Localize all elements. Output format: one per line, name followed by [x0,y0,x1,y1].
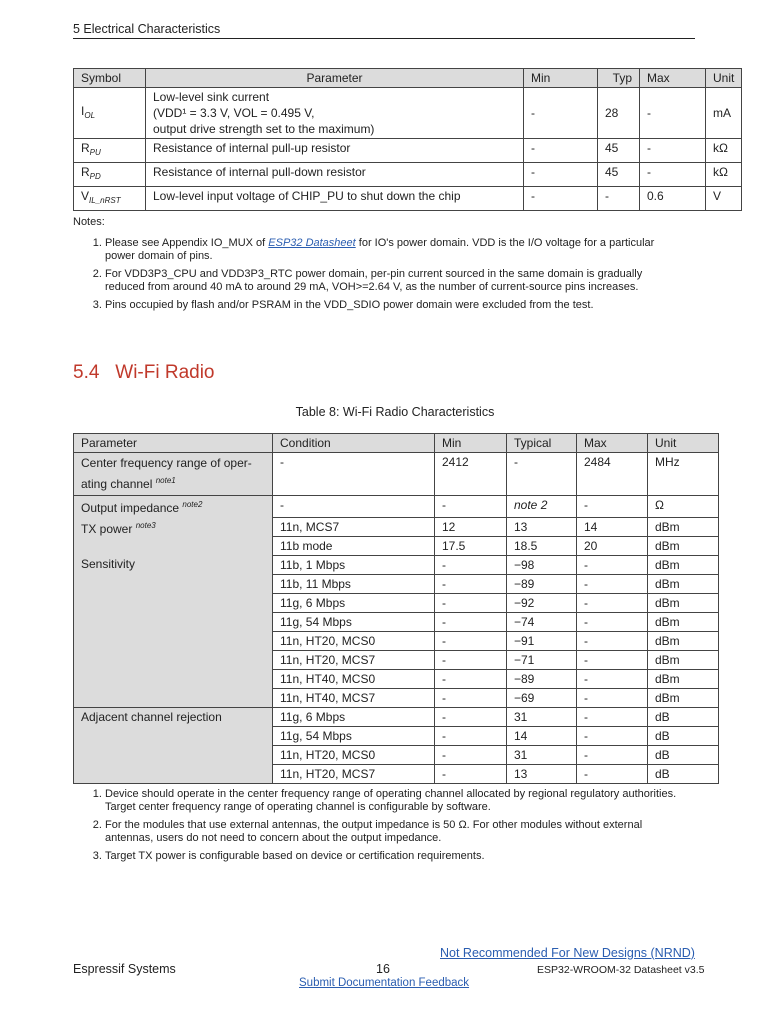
table-row [74,496,719,518]
unit-cell: dBm [648,631,719,650]
param-cell: Adjacent channel rejection [74,707,273,783]
notes-list [73,237,683,312]
typical-cell: 18.5 [507,536,577,555]
condition-cell: 11g, 54 Mbps [273,612,435,631]
max-cell: - [577,650,648,669]
table-notes-block [73,788,683,868]
col-unit: Unit [648,434,719,453]
typical-cell: - [507,453,577,496]
table-row [74,163,742,187]
max-cell: 2484 [577,453,648,496]
col-parameter: Parameter [146,69,524,88]
unit-cell: kΩ [706,139,742,163]
typical-cell: −91 [507,631,577,650]
col-parameter: Parameter [74,434,273,453]
param-cell: TX power $^{note3}$ [74,517,273,555]
unit-cell: dB [648,764,719,783]
unit-cell: dB [648,707,719,726]
io-characteristics-table [73,68,742,211]
col-condition: Condition [273,434,435,453]
parameter-cell: Low-level input voltage of CHIP_PU to shut down the chip [146,187,524,211]
max-cell: - [577,496,648,518]
unit-cell: dBm [648,593,719,612]
unit-cell: dBm [648,555,719,574]
footer-company: Espressif Systems [73,962,176,976]
unit-cell: kΩ [706,163,742,187]
col-symbol: Symbol [74,69,146,88]
symbol-cell: $R_{PU}$ [74,139,146,163]
unit-cell: V [706,187,742,211]
condition-cell: 11n, MCS7 [273,517,435,536]
typical-cell: −74 [507,612,577,631]
condition-cell: - [273,496,435,518]
unit-cell: dBm [648,517,719,536]
unit-cell: dB [648,726,719,745]
max-cell: - [577,612,648,631]
symbol-cell: $V_{IL\_nRST}$ [74,187,146,211]
note-item: 1. Please see Appendix IO_MUX of ESP32 Datasheet for IO's power domain. VDD is the I/O voltage for a particular power domain of pins. [105,237,683,263]
condition-cell: 11n, HT20, MCS7 [273,650,435,669]
min-cell: - [435,631,507,650]
unit-cell: dBm [648,669,719,688]
max-cell: 14 [577,517,648,536]
unit-cell: mA [706,88,742,139]
typ-cell: - [598,187,640,211]
col-min: Min [435,434,507,453]
min-cell: - [435,574,507,593]
unit-cell: dB [648,745,719,764]
typical-cell: note 2 [507,496,577,518]
max-cell: - [577,631,648,650]
max-cell: - [577,745,648,764]
unit-cell: dBm [648,688,719,707]
section-heading: 5.4 Wi-Fi Radio [73,362,215,383]
typical-cell: 31 [507,707,577,726]
unit-cell: dBm [648,536,719,555]
condition-cell: 11n, HT40, MCS7 [273,688,435,707]
condition-cell: 11b mode [273,536,435,555]
wifi-radio-table [73,433,719,784]
typical-cell: 31 [507,745,577,764]
min-cell: - [435,688,507,707]
max-cell: - [577,707,648,726]
notes-block [73,216,683,317]
min-cell: 17.5 [435,536,507,555]
condition-cell: 11n, HT20, MCS7 [273,764,435,783]
min-cell: - [435,612,507,631]
typ-cell: 45 [598,139,640,163]
col-min: Min [524,69,598,88]
condition-cell: 11n, HT40, MCS0 [273,669,435,688]
table-header-row [74,434,719,453]
param-cell: Center frequency range of oper- ating channel $^{note1}$ [74,453,273,496]
note-item: 3. Pins occupied by flash and/or PSRAM in the VDD_SDIO power domain were excluded from the test. [105,299,683,312]
min-cell: - [524,139,598,163]
table-row [74,453,719,496]
typical-cell: 13 [507,517,577,536]
esp32-datasheet-link[interactable]: ESP32 Datasheet [268,237,356,249]
condition-cell: 11b, 1 Mbps [273,555,435,574]
typical-cell: 14 [507,726,577,745]
max-cell: 20 [577,536,648,555]
param-cell: Sensitivity [74,555,273,707]
min-cell: - [435,669,507,688]
unit-cell: dBm [648,612,719,631]
min-cell: - [435,555,507,574]
min-cell: 12 [435,517,507,536]
parameter-cell: Resistance of internal pull-down resistor [146,163,524,187]
max-cell: - [640,88,706,139]
min-cell: - [435,726,507,745]
max-cell: - [640,139,706,163]
col-max: Max [640,69,706,88]
condition-cell: 11g, 54 Mbps [273,726,435,745]
max-cell: - [577,555,648,574]
unit-cell: Ω [648,496,719,518]
table-row [74,187,742,211]
min-cell: - [435,745,507,764]
notes-title: Notes: [73,216,105,228]
table-row [74,555,719,574]
typical-cell: 13 [507,764,577,783]
notes-list [73,788,683,863]
condition-cell: 11n, HT20, MCS0 [273,631,435,650]
max-cell: 0.6 [640,187,706,211]
min-cell: - [524,163,598,187]
symbol-cell: $I_{OL}$ [74,88,146,139]
condition-cell: 11g, 6 Mbps [273,707,435,726]
nrnd-link[interactable]: Not Recommended For New Designs (NRND) [440,946,695,960]
max-cell: - [577,688,648,707]
typical-cell: −69 [507,688,577,707]
typical-cell: −89 [507,669,577,688]
param-cell: Output impedance $^{note2}$ [74,496,273,518]
min-cell: - [435,650,507,669]
unit-cell: dBm [648,574,719,593]
max-cell: - [640,163,706,187]
condition-cell: 11b, 11 Mbps [273,574,435,593]
max-cell: - [577,593,648,612]
table-row [74,517,719,536]
condition-cell: 11n, HT20, MCS0 [273,745,435,764]
table-row [74,707,719,726]
typ-cell: 45 [598,163,640,187]
max-cell: - [577,574,648,593]
min-cell: - [435,496,507,518]
col-unit: Unit [706,69,742,88]
unit-cell: MHz [648,453,719,496]
min-cell: - [435,707,507,726]
condition-cell: 11g, 6 Mbps [273,593,435,612]
running-header: 5 Electrical Characteristics [73,22,695,39]
typical-cell: −92 [507,593,577,612]
typical-cell: −89 [507,574,577,593]
note-item: 1. Device should operate in the center frequency range of operating channel allocated by regional regulatory authorities. Target center frequency range of operating channel is configurable by software. [105,788,683,814]
min-cell: - [435,593,507,612]
max-cell: - [577,764,648,783]
table-row [74,88,742,139]
feedback-link[interactable]: Submit Documentation Feedback [299,977,470,989]
max-cell: - [577,726,648,745]
typical-cell: −98 [507,555,577,574]
min-cell: 2412 [435,453,507,496]
table-caption: Table 8: Wi-Fi Radio Characteristics [295,405,495,419]
typical-cell: −71 [507,650,577,669]
table-row [74,139,742,163]
note-item: 2. For the modules that use external antennas, the output impedance is 50 Ω. For other modules without external antennas, users do not need to concern about the output impedance. [105,819,683,845]
unit-cell: dBm [648,650,719,669]
note-item: 3. Target TX power is configurable based on device or certification requirements. [105,850,683,863]
min-cell: - [524,187,598,211]
max-cell: - [577,669,648,688]
col-typical: Typical [507,434,577,453]
typ-cell: 28 [598,88,640,139]
symbol-cell: $R_{PD}$ [74,163,146,187]
condition-cell: - [273,453,435,496]
col-max: Max [577,434,648,453]
min-cell: - [524,88,598,139]
page-number: 16 [376,962,390,976]
table-header-row [74,69,742,88]
col-typ: Typ [598,69,640,88]
parameter-cell: Resistance of internal pull-up resistor [146,139,524,163]
note-item: 2. For VDD3P3_CPU and VDD3P3_RTC power domain, per-pin current sourced in the same domain is gradually reduced from around 40 mA to around 29 mA, VOH>=2.64 V, as the number of current-source pins increases. [105,268,683,294]
min-cell: - [435,764,507,783]
footer-doc-title: ESP32-WROOM-32 Datasheet v3.5 [537,964,705,976]
parameter-cell: Low-level sink current (VDD¹ = 3.3 V, VOL = 0.495 V, output drive strength set to the maximum) [146,88,524,139]
